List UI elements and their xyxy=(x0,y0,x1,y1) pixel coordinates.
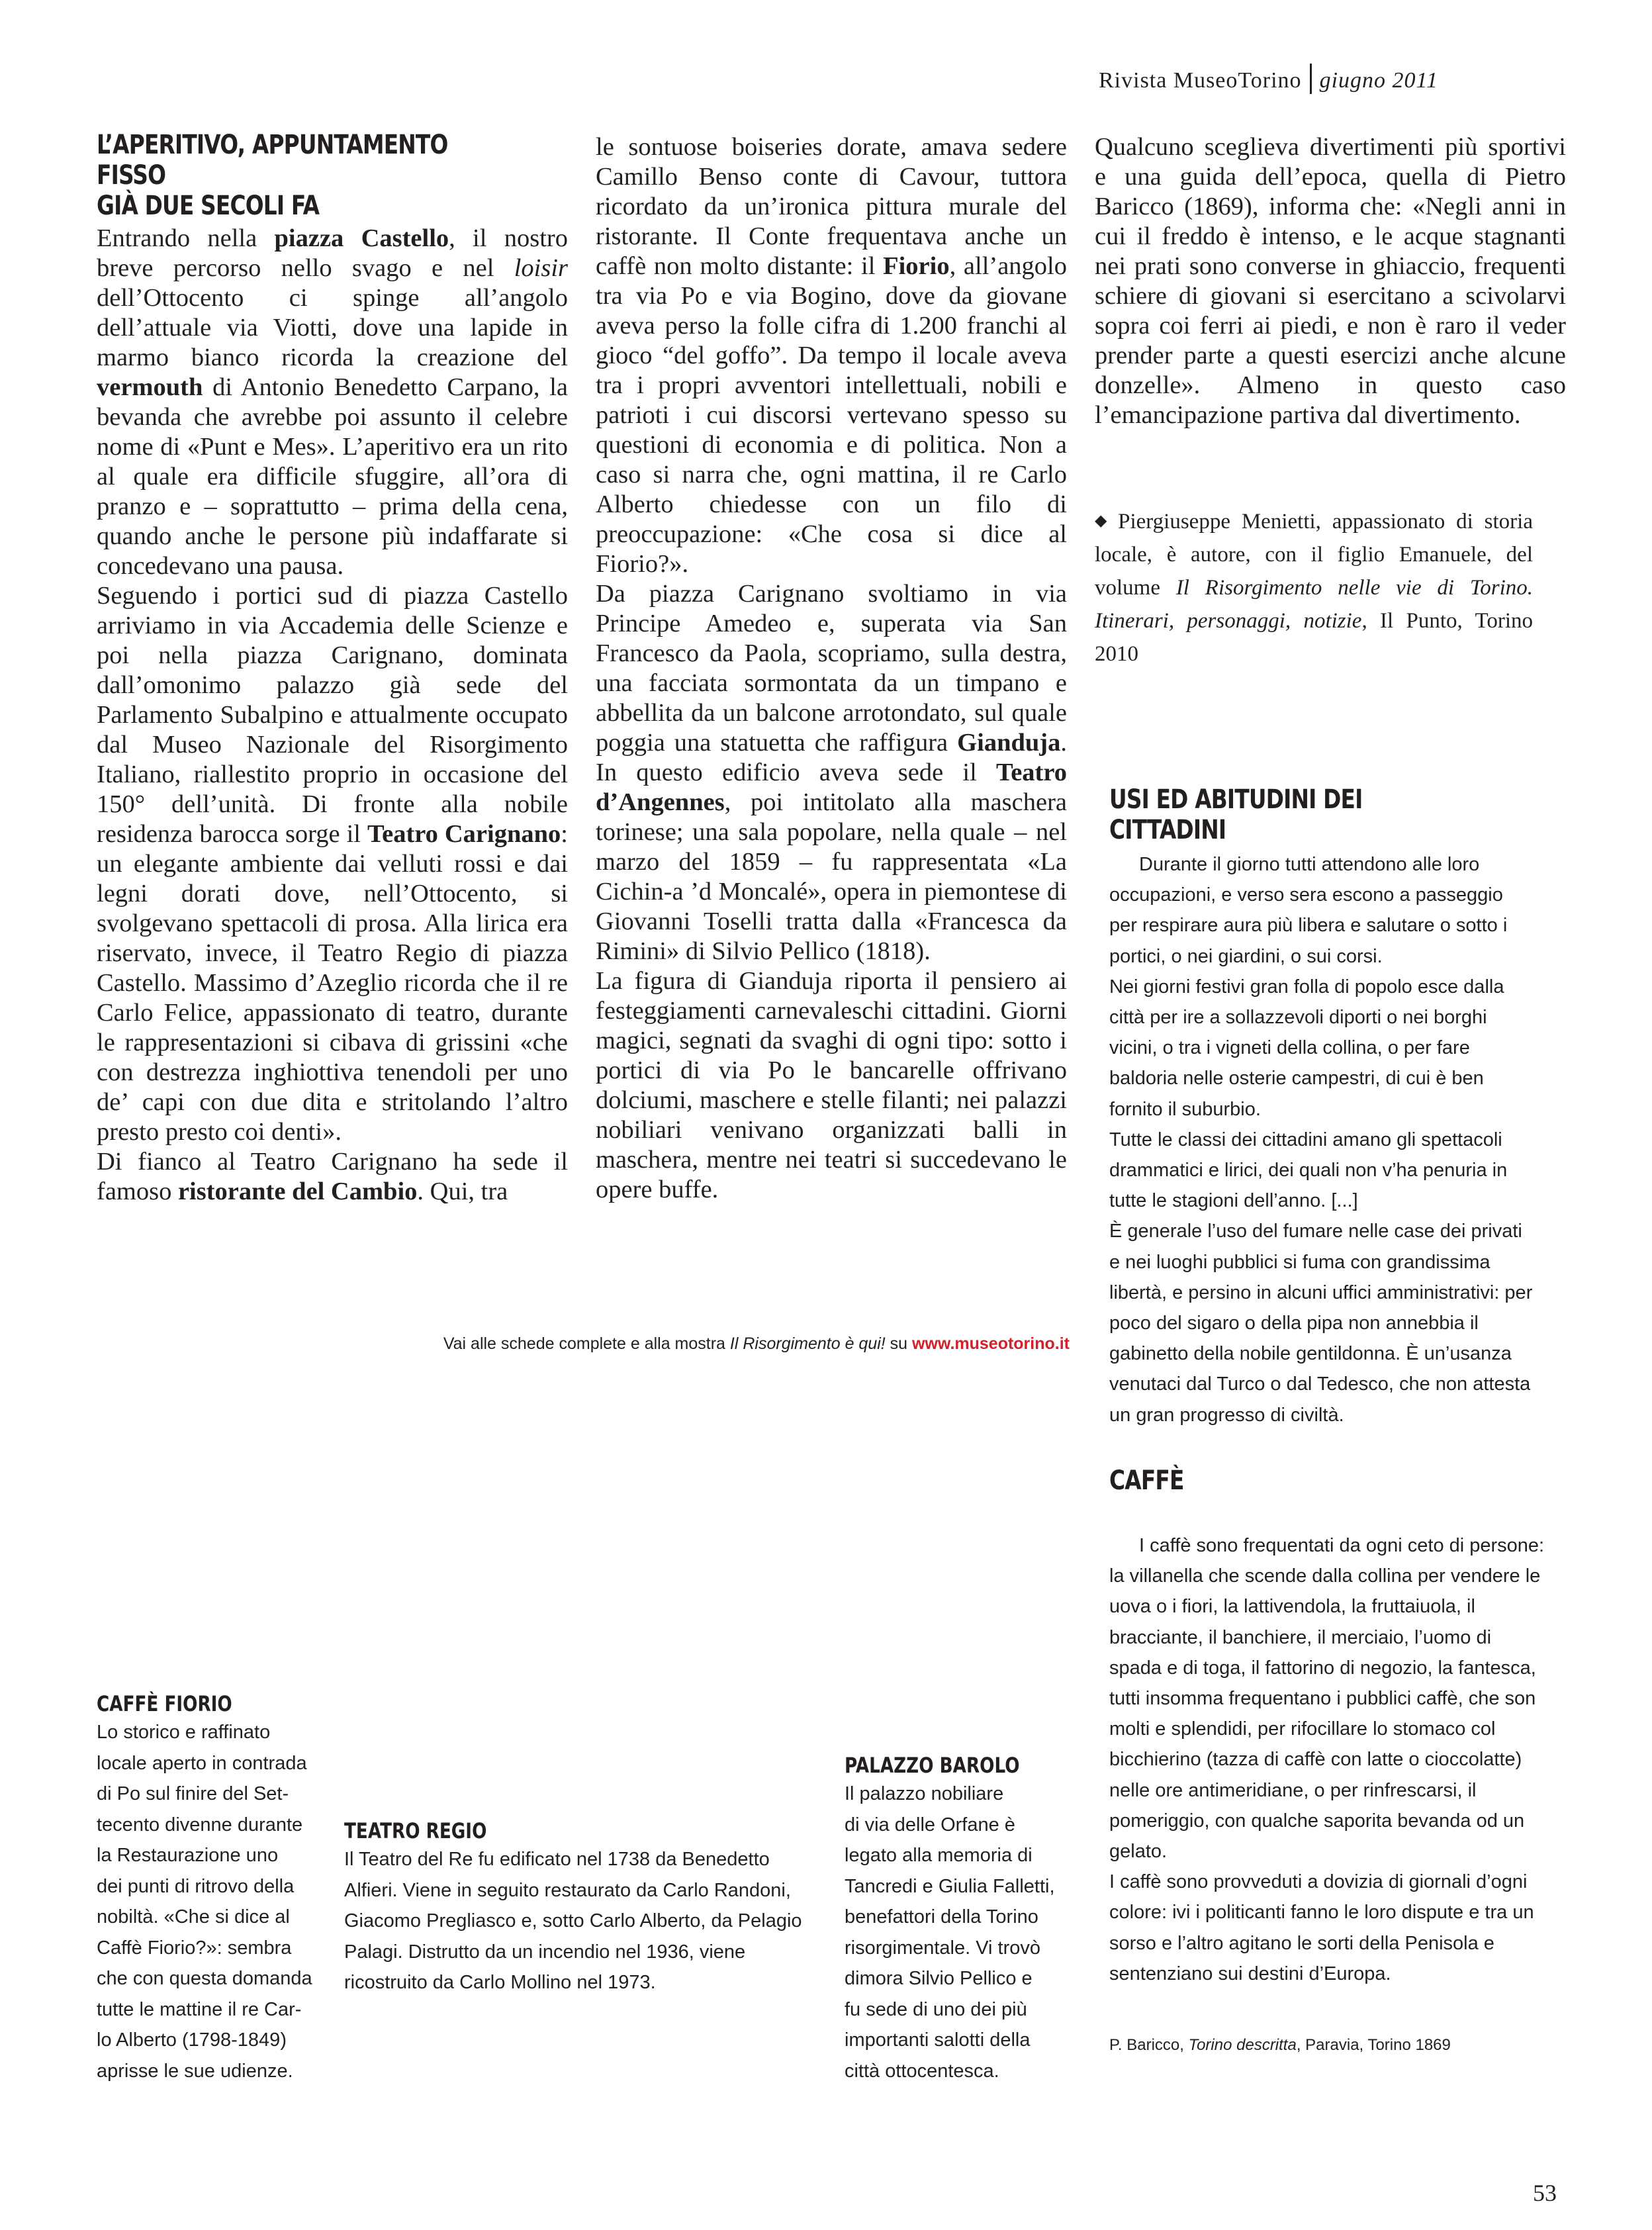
caption-teatro-regio xyxy=(344,1818,821,1998)
bold-text: Teatro d’Angennes xyxy=(596,759,1067,816)
col2-paragraph-1 xyxy=(596,132,1067,579)
col1-paragraph-2 xyxy=(97,581,568,1147)
text: Vai alle schede complete e alla mostra xyxy=(443,1334,730,1353)
source-title: Torino descritta xyxy=(1188,2036,1297,2054)
caption-line: aprisse le sue udienze. xyxy=(97,2060,293,2082)
caption-line: Il Teatro del Re fu edificato nel 1738 da Benedetto xyxy=(344,1849,770,1870)
caption-line: Giacomo Pregliasco e, sotto Carlo Alberto, da Pelagio xyxy=(344,1910,802,1931)
issue-date: giugno 2011 xyxy=(1319,68,1438,93)
header-separator xyxy=(1310,64,1312,94)
author-bio xyxy=(1095,504,1533,671)
caption-line: benefattori della Torino xyxy=(845,1906,1038,1928)
usi-paragraph-4: È generale l’uso del fumare nelle case dei privati e nei luoghi pubblici si fuma con grandissima libertà, e persino in alcuni uffici amministrativi: per poco del sigaro o della pipa non annebbia il gabinetto della nobile gentildonna. È un’usanza venutaci dal Turco o dal Tedesco, che non attesta un gran progresso di civiltà. xyxy=(1109,1221,1533,1426)
caption-line: di via delle Orfane è xyxy=(845,1814,1015,1835)
text: su xyxy=(885,1334,913,1353)
bold-text: Gianduja xyxy=(957,729,1061,757)
book-title: Il Risorgimento nelle vie di Torino. Itinerari, personaggi, notizie xyxy=(1095,576,1534,633)
usi-paragraph-2: Nei giorni festivi gran folla di popolo esce dalla città per ire a sollazzevoli diporti o nei borghi vicini, o tra i vigneti della collina, o per fare baldoria nelle osterie campestri, di cui è ben fornito il suburbio. xyxy=(1109,976,1504,1120)
caffe-paragraph-1: I caffè sono frequentati da ogni ceto di persone: la villanella che scende dalla collina per vendere le uova o i fiori, la lattivendola, la fruttaiuola, il bracciante, il banchiere, il merciaio, l’uomo di spada e di toga, il fattorino di negozio, la fantesca, tutti insomma frequentano i pubblici caffè, che son molti e splendidi, per rifocillare lo stomaco col bicchierino (tazza di caffè con latte o cioccolatte) nelle ore antimeridiane, o per rinfrescarsi, il pomeriggio, con qualche saporita bevanda od un gelato. xyxy=(1109,1535,1545,1863)
article-title-line2: GIÀ DUE SECOLI FA xyxy=(97,191,320,221)
caption-line: dimora Silvio Pellico e xyxy=(845,1968,1032,1989)
caption-line: legato alla memoria di xyxy=(845,1845,1032,1866)
text: le sontuose boiseries dorate, amava sedere Camillo Benso conte di Cavour, tuttora ricordato da un’ironica pittura murale del ristorante. Il Conte frequentava anche un caffè non molto distante: il xyxy=(596,133,1067,280)
text: , Il Punto, Torino 2010 xyxy=(1095,609,1533,666)
caption-title: CAFFÈ FIORIO xyxy=(97,1691,232,1716)
caption-line: dei punti di ritrovo della xyxy=(97,1875,295,1897)
text: , il nostro breve percorso nello svago e nel xyxy=(97,224,568,282)
caffe-source xyxy=(1109,2036,1451,2055)
caption-line: tutte le mattine il re Car- xyxy=(97,1998,302,2020)
text: , all’angolo tra via Po e via Bogino, dove da giovane aveva perso la folle cifra di 1.200 franchi al gioco “del goffo”. Da tempo il locale aveva tra i propri avventori intellettuali, nobili e patrioti i cui discorsi vertevano spesso su questioni di economia e di politica. Non a caso si narra che, ogni mattina, il re Carlo Alberto chiedesse con un filo di preoccupazione: «Che cosa si dice al Fiorio?». xyxy=(596,252,1067,578)
caption-line: ricostruito da Carlo Mollino nel 1973. xyxy=(344,1972,656,1993)
text: . Qui, tra xyxy=(417,1178,508,1205)
diamond-icon: ◆ xyxy=(1095,512,1113,530)
bold-text: vermouth xyxy=(97,373,203,401)
article-column-3 xyxy=(1095,132,1566,430)
caffe-section-body xyxy=(1109,1530,1546,1989)
text: , poi intitolato alla maschera torinese; una sala popolare, nella quale – nel marzo del 1859 – fu rappresentata «La Cichin-a ’d Moncalé», opera in piemontese di Giovanni Toselli tratta dalla «Francesca da Rimini» di Silvio Pellico (1818). xyxy=(596,788,1067,965)
bold-text: piazza Castello xyxy=(274,224,449,252)
exhibit-title: Il Risorgimento è qui! xyxy=(729,1334,886,1353)
text: P. Baricco, xyxy=(1109,2036,1189,2054)
text: . In questo edificio aveva sede il xyxy=(596,729,1067,786)
text: dell’Ottocento ci spinge all’angolo dell’attuale via Viotti, dove una lapide in marmo bianco ricorda la creazione del xyxy=(97,284,568,371)
caption-body xyxy=(344,1844,821,1998)
caption-line: che con questa domanda xyxy=(97,1968,312,1989)
caption-line: di Po sul finire del Set- xyxy=(97,1783,289,1804)
article-column-1 xyxy=(97,224,568,1207)
caption-line: lo Alberto (1798-1849) xyxy=(97,2029,287,2051)
text: di Antonio Benedetto Carpano, la bevanda che avrebbe poi assunto il celebre nome di «Punt e Mes». L’aperitivo era un rito al quale era difficile sfuggire, all’ora di pranzo e – soprattutto – prima della cena, quando anche le persone più indaffarate si concedevano una pausa. xyxy=(97,373,568,580)
text: Piergiuseppe Menietti, appassionato di storia locale, è autore, con il figlio Emanuele, del volume xyxy=(1095,510,1533,600)
col2-paragraph-3: La figura di Gianduja riporta il pensiero ai festeggiamenti carnevaleschi cittadini. Giorni magici, segnati da svaghi di ogni tipo: sotto i portici di via Po le bancarelle offrivano dolciumi, maschere e stelle filanti; nei palazzi nobiliari venivano organizzati balli in maschera, mentre nei teatri si succedevano le opere buffe. xyxy=(596,967,1067,1203)
caption-body xyxy=(97,1717,348,2086)
bold-text: Fiorio xyxy=(883,252,950,280)
usi-paragraph-1: Durante il giorno tutti attendono alle loro occupazioni, e verso sera escono a passeggio per respirare aura più libera e salutare o sotto i portici, o nei giardini, o sui corsi. xyxy=(1109,854,1508,967)
text: Seguendo i portici sud di piazza Castello arriviamo in via Accademia delle Scienze e poi nella piazza Carignano, dominata dall’omonimo palazzo già sede del Parlamento Subalpino e attualmente occupato dal Museo Nazionale del Risorgimento Italiano, riallestito proprio in occasione del 150° dell’unità. Di fronte alla nobile residenza barocca sorge il xyxy=(97,582,568,848)
website-link[interactable]: www.museotorino.it xyxy=(912,1334,1070,1353)
bold-text: ristorante del Cambio xyxy=(177,1178,418,1205)
website-link-line xyxy=(443,1334,1070,1354)
text: Di fianco al Teatro Carignano ha sede il famoso xyxy=(97,1148,568,1205)
magazine-name: Rivista MuseoTorino xyxy=(1099,68,1302,93)
article-title-line1: L’APERITIVO, APPUNTAMENTO FISSO xyxy=(97,130,448,191)
caffe-section-title: CAFFÈ xyxy=(1109,1465,1184,1496)
caffe-paragraph-2: I caffè sono provveduti a dovizia di giornali d’ogni colore: ivi i politicanti fanno le loro dispute e tra un sorso e l’altro agitano le sorti della Penisola e sentenziano sui destini d’Europa. xyxy=(1109,1871,1534,1984)
caption-line: Lo storico e raffinato xyxy=(97,1722,271,1743)
caption-line: fu sede di uno dei più xyxy=(845,1998,1027,2020)
page-number: 53 xyxy=(1533,2180,1557,2206)
article-column-2 xyxy=(596,132,1067,1205)
caption-line: Palagi. Distrutto da un incendio nel 1936, viene xyxy=(344,1941,746,1963)
usi-section-title-wrap xyxy=(1109,784,1559,845)
text: , Paravia, Torino 1869 xyxy=(1296,2036,1451,2054)
caption-line: Tancredi e Giulia Falletti, xyxy=(845,1875,1055,1897)
caption-line: la Restaurazione uno xyxy=(97,1845,279,1866)
usi-section-title: USI ED ABITUDINI DEI CITTADINI xyxy=(1109,784,1363,845)
caption-title: TEATRO REGIO xyxy=(344,1818,487,1843)
caption-line: Alfieri. Viene in seguito restaurato da Carlo Randoni, xyxy=(344,1879,791,1901)
usi-section-body xyxy=(1109,849,1533,1430)
caption-line: Il palazzo nobiliare xyxy=(845,1783,1004,1804)
col1-paragraph-3 xyxy=(97,1147,568,1207)
caption-line: locale aperto in contrada xyxy=(97,1752,307,1774)
caption-title: PALAZZO BAROLO xyxy=(845,1753,1020,1778)
article-title xyxy=(97,130,573,221)
caption-line: città ottocentesca. xyxy=(845,2060,999,2082)
caption-line: Caffè Fiorio?»: sembra xyxy=(97,1937,292,1959)
running-header xyxy=(1099,64,1522,94)
usi-paragraph-3: Tutte le classi dei cittadini amano gli spettacoli drammatici e lirici, dei quali non v’ha penuria in tutte le stagioni dell’anno. [...] xyxy=(1109,1129,1508,1212)
col3-paragraph-1: Qualcuno sceglieva divertimenti più sportivi e una guida dell’epoca, quella di Pietro Baricco (1869), informa che: «Negli anni in cui il freddo è intenso, e le acque stagnanti nei prati sono converse in ghiaccio, frequenti schiere di giovani si esercitano a scivolarvi sopra coi ferri ai piedi, e non è raro il veder prender parte a questi esercizi anche alcune donzelle». Almeno in questo caso l’emancipazione partiva dal divertimento. xyxy=(1095,133,1566,429)
caption-line: nobiltà. «Che si dice al xyxy=(97,1906,290,1928)
caption-line: tecento divenne durante xyxy=(97,1814,303,1835)
text: Da piazza Carignano svoltiamo in via Principe Amedeo e, superata via San Francesco da Paola, scopriamo, sulla destra, una facciata sormontata da un timpano e abbellita da un balcone arrotondato, sul quale poggia una statuetta che raffigura xyxy=(596,580,1067,757)
text: : un elegante ambiente dai velluti rossi e dai legni dorati dove, nell’Ottocento, si svolgevano spettacoli di prosa. Alla lirica era riservato, invece, il Teatro Regio di piazza Castello. Massimo d’Azeglio ricorda che il re Carlo Felice, appassionato di teatro, durante le rappresentazioni si cibava di grissini «che con destrezza inghiottiva tenendoli per uno de’ capi con due dita e stritolando l’altro presto presto coi denti». xyxy=(97,820,568,1146)
caption-body xyxy=(845,1779,1109,2086)
col1-paragraph-1 xyxy=(97,224,568,581)
caption-line: risorgimentale. Vi trovò xyxy=(845,1937,1041,1959)
col2-paragraph-2 xyxy=(596,579,1067,966)
caption-palazzo-barolo xyxy=(845,1752,1109,2086)
caption-line: importanti salotti della xyxy=(845,2029,1031,2051)
text: Entrando nella xyxy=(97,224,275,252)
bold-text: Teatro Carignano xyxy=(367,820,561,848)
caffe-section-title-wrap xyxy=(1109,1465,1374,1496)
italic-text: loisir xyxy=(514,254,568,282)
caption-caffe-fiorio xyxy=(97,1691,348,2086)
